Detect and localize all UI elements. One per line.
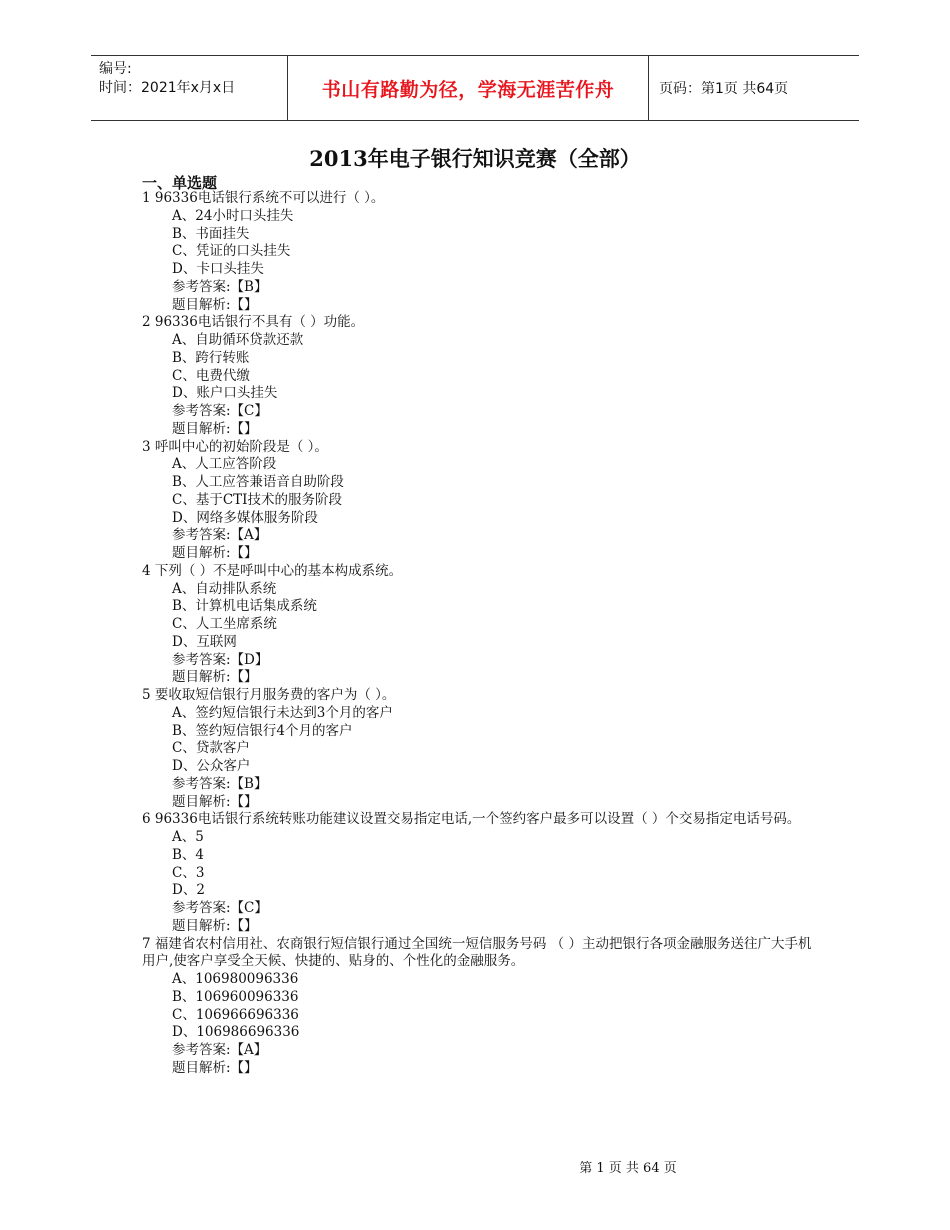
- question-stem: 3 呼叫中心的初始阶段是（ ）。: [142, 438, 328, 455]
- question-stem: 5 要收取短信银行月服务费的客户为（ ）。: [142, 687, 396, 703]
- answer-option: D、账户口头挂失: [172, 385, 278, 402]
- question-stem: 2 96336电话银行不具有（ ）功能。: [142, 314, 365, 331]
- answer-option: B、签约短信银行4个月的客户: [172, 722, 353, 739]
- document-time-label: 时间：2021年x月x日: [99, 80, 236, 96]
- reference-answer: 参考答案:【C】: [172, 900, 268, 916]
- question-stem: 1 96336电话银行系统不可以进行（ ）。: [142, 190, 385, 206]
- page-header: [91, 55, 859, 121]
- question-item: [142, 811, 812, 935]
- reference-answer: 参考答案:【B】: [172, 775, 268, 792]
- question-analysis: 题目解析:【】: [172, 793, 258, 810]
- answer-option: C、电费代缴: [172, 367, 250, 384]
- section-title: 一、单选题: [142, 174, 218, 192]
- answer-option: C、3: [172, 864, 205, 881]
- answer-option: B、书面挂失: [172, 225, 250, 242]
- answer-option: D、公众客户: [172, 758, 251, 774]
- question-item: [142, 190, 812, 314]
- question-stem: 4 下列（ ）不是呼叫中心的基本构成系统。: [142, 562, 403, 579]
- question-item: [142, 314, 812, 438]
- answer-option: D、2: [172, 882, 205, 899]
- question-item: [142, 936, 812, 1078]
- answer-option: C、凭证的口头挂失: [172, 243, 291, 260]
- header-page-info: 页码：第1页 共64页: [659, 81, 789, 97]
- header-motto: 书山有路勤为径，学海无涯苦作舟: [287, 56, 649, 120]
- reference-answer: 参考答案:【A】: [172, 527, 268, 544]
- question-analysis: 题目解析:【】: [172, 669, 258, 686]
- reference-answer: 参考答案:【B】: [172, 278, 268, 295]
- answer-option: A、签约短信银行未达到3个月的客户: [172, 704, 393, 721]
- answer-option: A、5: [172, 829, 204, 845]
- reference-answer: 参考答案:【C】: [172, 403, 268, 419]
- answer-option: D、卡口头挂失: [172, 261, 264, 277]
- question-list: [142, 190, 812, 1078]
- answer-option: D、106986696336: [172, 1024, 300, 1041]
- question-analysis: 题目解析:【】: [172, 1059, 258, 1076]
- question-analysis: 题目解析:【】: [172, 420, 258, 437]
- answer-option: C、人工坐席系统: [172, 616, 277, 632]
- header-meta: [99, 60, 235, 98]
- answer-option: A、自动排队系统: [172, 580, 277, 597]
- document-title: 2013年电子银行知识竞赛（全部）: [309, 146, 641, 171]
- answer-option: C、贷款客户: [172, 740, 250, 757]
- answer-option: B、4: [172, 846, 205, 863]
- answer-option: D、互联网: [172, 633, 237, 650]
- answer-option: B、跨行转账: [172, 349, 250, 366]
- answer-option: B、计算机电话集成系统: [172, 598, 317, 615]
- answer-option: C、基于CTI技术的服务阶段: [172, 491, 342, 508]
- question-analysis: 题目解析:【】: [172, 545, 258, 561]
- question-stem: 7 福建省农村信用社、农商银行短信银行通过全国统一短信服务号码 （ ）主动把银行各项金融服务送往广大手机用户,使客户享受全天候、快捷的、贴身的、个性化的金融服务。: [142, 935, 812, 970]
- answer-option: B、人工应答兼语音自助阶段: [172, 474, 344, 490]
- question-item: [142, 563, 812, 687]
- question-stem: 6 96336电话银行系统转账功能建议设置交易指定电话,一个签约客户最多可以设置（ ）个交易指定电话号码。: [142, 811, 801, 828]
- answer-option: A、24小时口头挂失: [172, 207, 294, 224]
- reference-answer: 参考答案:【D】: [172, 651, 269, 668]
- question-analysis: 题目解析:【】: [172, 917, 258, 934]
- page-footer: 第 1 页 共 64 页: [579, 1161, 677, 1176]
- question-item: [142, 687, 812, 811]
- answer-option: A、106980096336: [172, 971, 299, 987]
- answer-option: C、106966696336: [172, 1006, 299, 1023]
- document-number-label: 编号:: [99, 61, 132, 77]
- answer-option: A、人工应答阶段: [172, 456, 277, 473]
- reference-answer: 参考答案:【A】: [172, 1042, 268, 1058]
- question-item: [142, 439, 812, 563]
- answer-option: A、自助循环贷款还款: [172, 332, 304, 348]
- answer-option: D、网络多媒体服务阶段: [172, 509, 318, 526]
- answer-option: B、106960096336: [172, 988, 299, 1005]
- question-analysis: 题目解析:【】: [172, 296, 258, 313]
